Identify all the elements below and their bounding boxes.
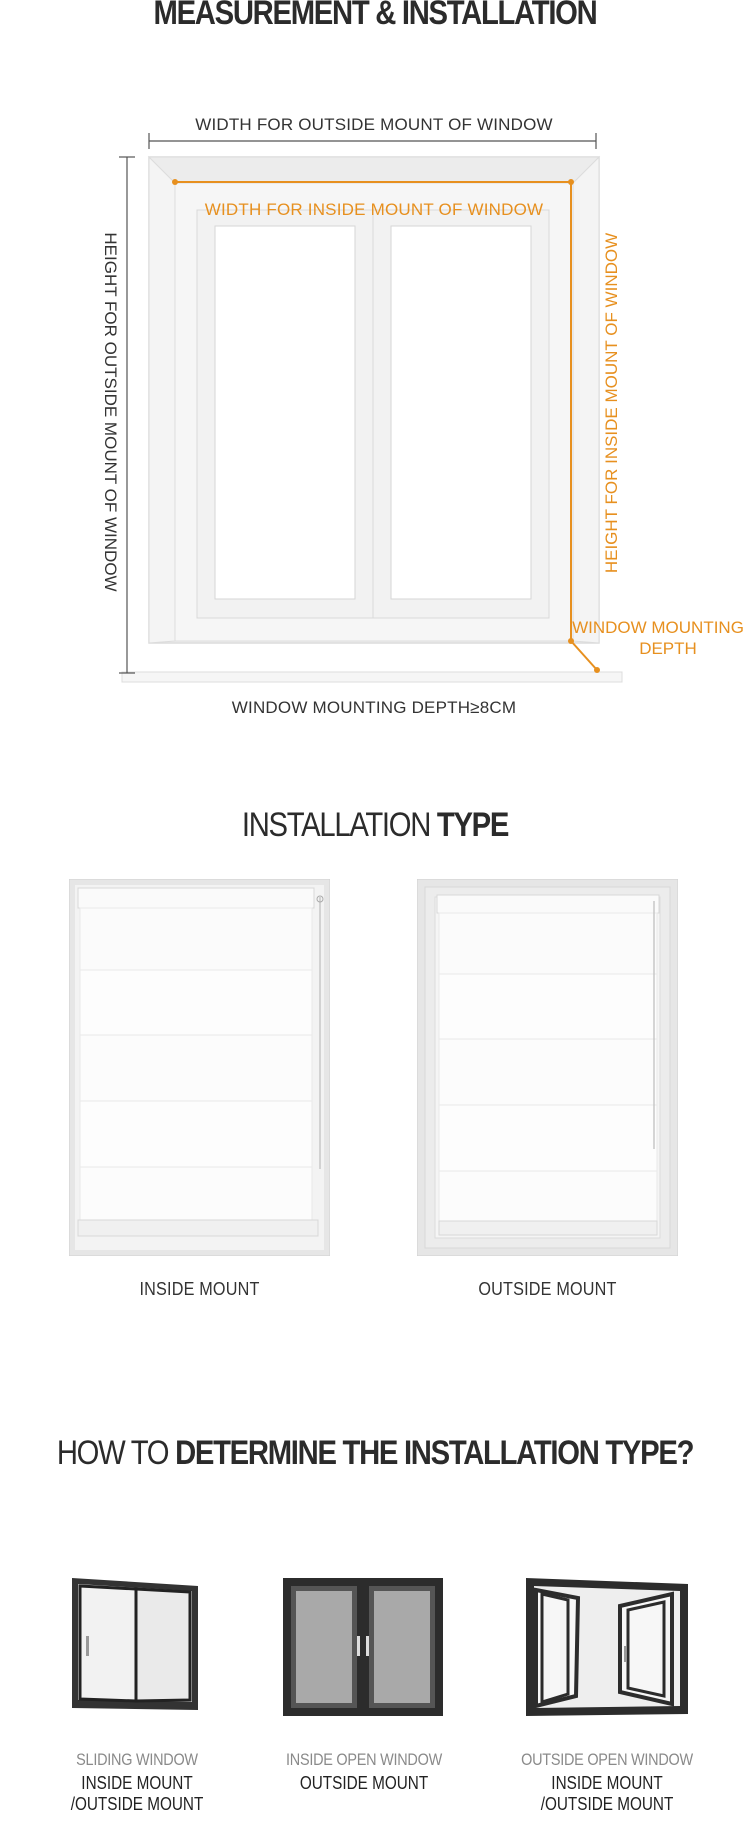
sliding-window-caption: SLIDING WINDOW INSIDE MOUNT /OUTSIDE MOUNT xyxy=(39,1750,235,1815)
left-pane xyxy=(215,226,355,599)
window-type-label: SLIDING WINDOW xyxy=(76,1750,198,1769)
outside-height-label: HEIGHT FOR OUTSIDE MOUNT OF WINDOW xyxy=(101,232,120,592)
headrail xyxy=(437,895,659,913)
inside-open-window-image xyxy=(281,1576,445,1718)
outside-mount-image xyxy=(417,879,678,1256)
inside-mount-label: INSIDE MOUNT xyxy=(139,1279,260,1299)
bottom-rail xyxy=(439,1221,657,1235)
window-sill xyxy=(122,672,622,682)
left-bevel xyxy=(149,157,175,643)
outside-width-label: WIDTH FOR OUTSIDE MOUNT OF WINDOW xyxy=(195,115,553,134)
depth-label: WINDOW MOUNTING DEPTH xyxy=(572,618,744,658)
outside-open-window-caption: OUTSIDE OPEN WINDOW INSIDE MOUNT /OUTSIDE MOUNT xyxy=(521,1750,693,1814)
outside-open-window-image xyxy=(524,1576,690,1718)
outside-mount-label: OUTSIDE MOUNT xyxy=(478,1279,617,1299)
inside-mount-image xyxy=(69,879,330,1256)
inside-open-window-caption: INSIDE OPEN WINDOW OUTSIDE MOUNT xyxy=(262,1750,466,1794)
window-type-label: OUTSIDE OPEN WINDOW xyxy=(521,1750,693,1769)
bottom-rail xyxy=(78,1220,318,1236)
window-type-label: INSIDE OPEN WINDOW xyxy=(286,1750,442,1769)
inside-height-label: HEIGHT FOR INSIDE MOUNT OF WINDOW xyxy=(602,232,621,574)
headrail xyxy=(78,888,314,908)
depth-requirement-label: WINDOW MOUNTING DEPTH≥8CM xyxy=(231,698,517,717)
determine-title: HOW TO DETERMINE THE INSTALLATION TYPE? xyxy=(56,1434,694,1472)
right-bevel xyxy=(573,157,599,643)
sliding-window-image xyxy=(68,1572,204,1712)
measurement-title: MEASUREMENT & INSTALLATION xyxy=(153,0,597,32)
right-pane xyxy=(391,226,531,599)
top-bevel xyxy=(149,157,599,183)
installation-type-title: INSTALLATION TYPE xyxy=(241,806,509,844)
inside-width-label: WIDTH FOR INSIDE MOUNT OF WINDOW xyxy=(204,200,544,219)
